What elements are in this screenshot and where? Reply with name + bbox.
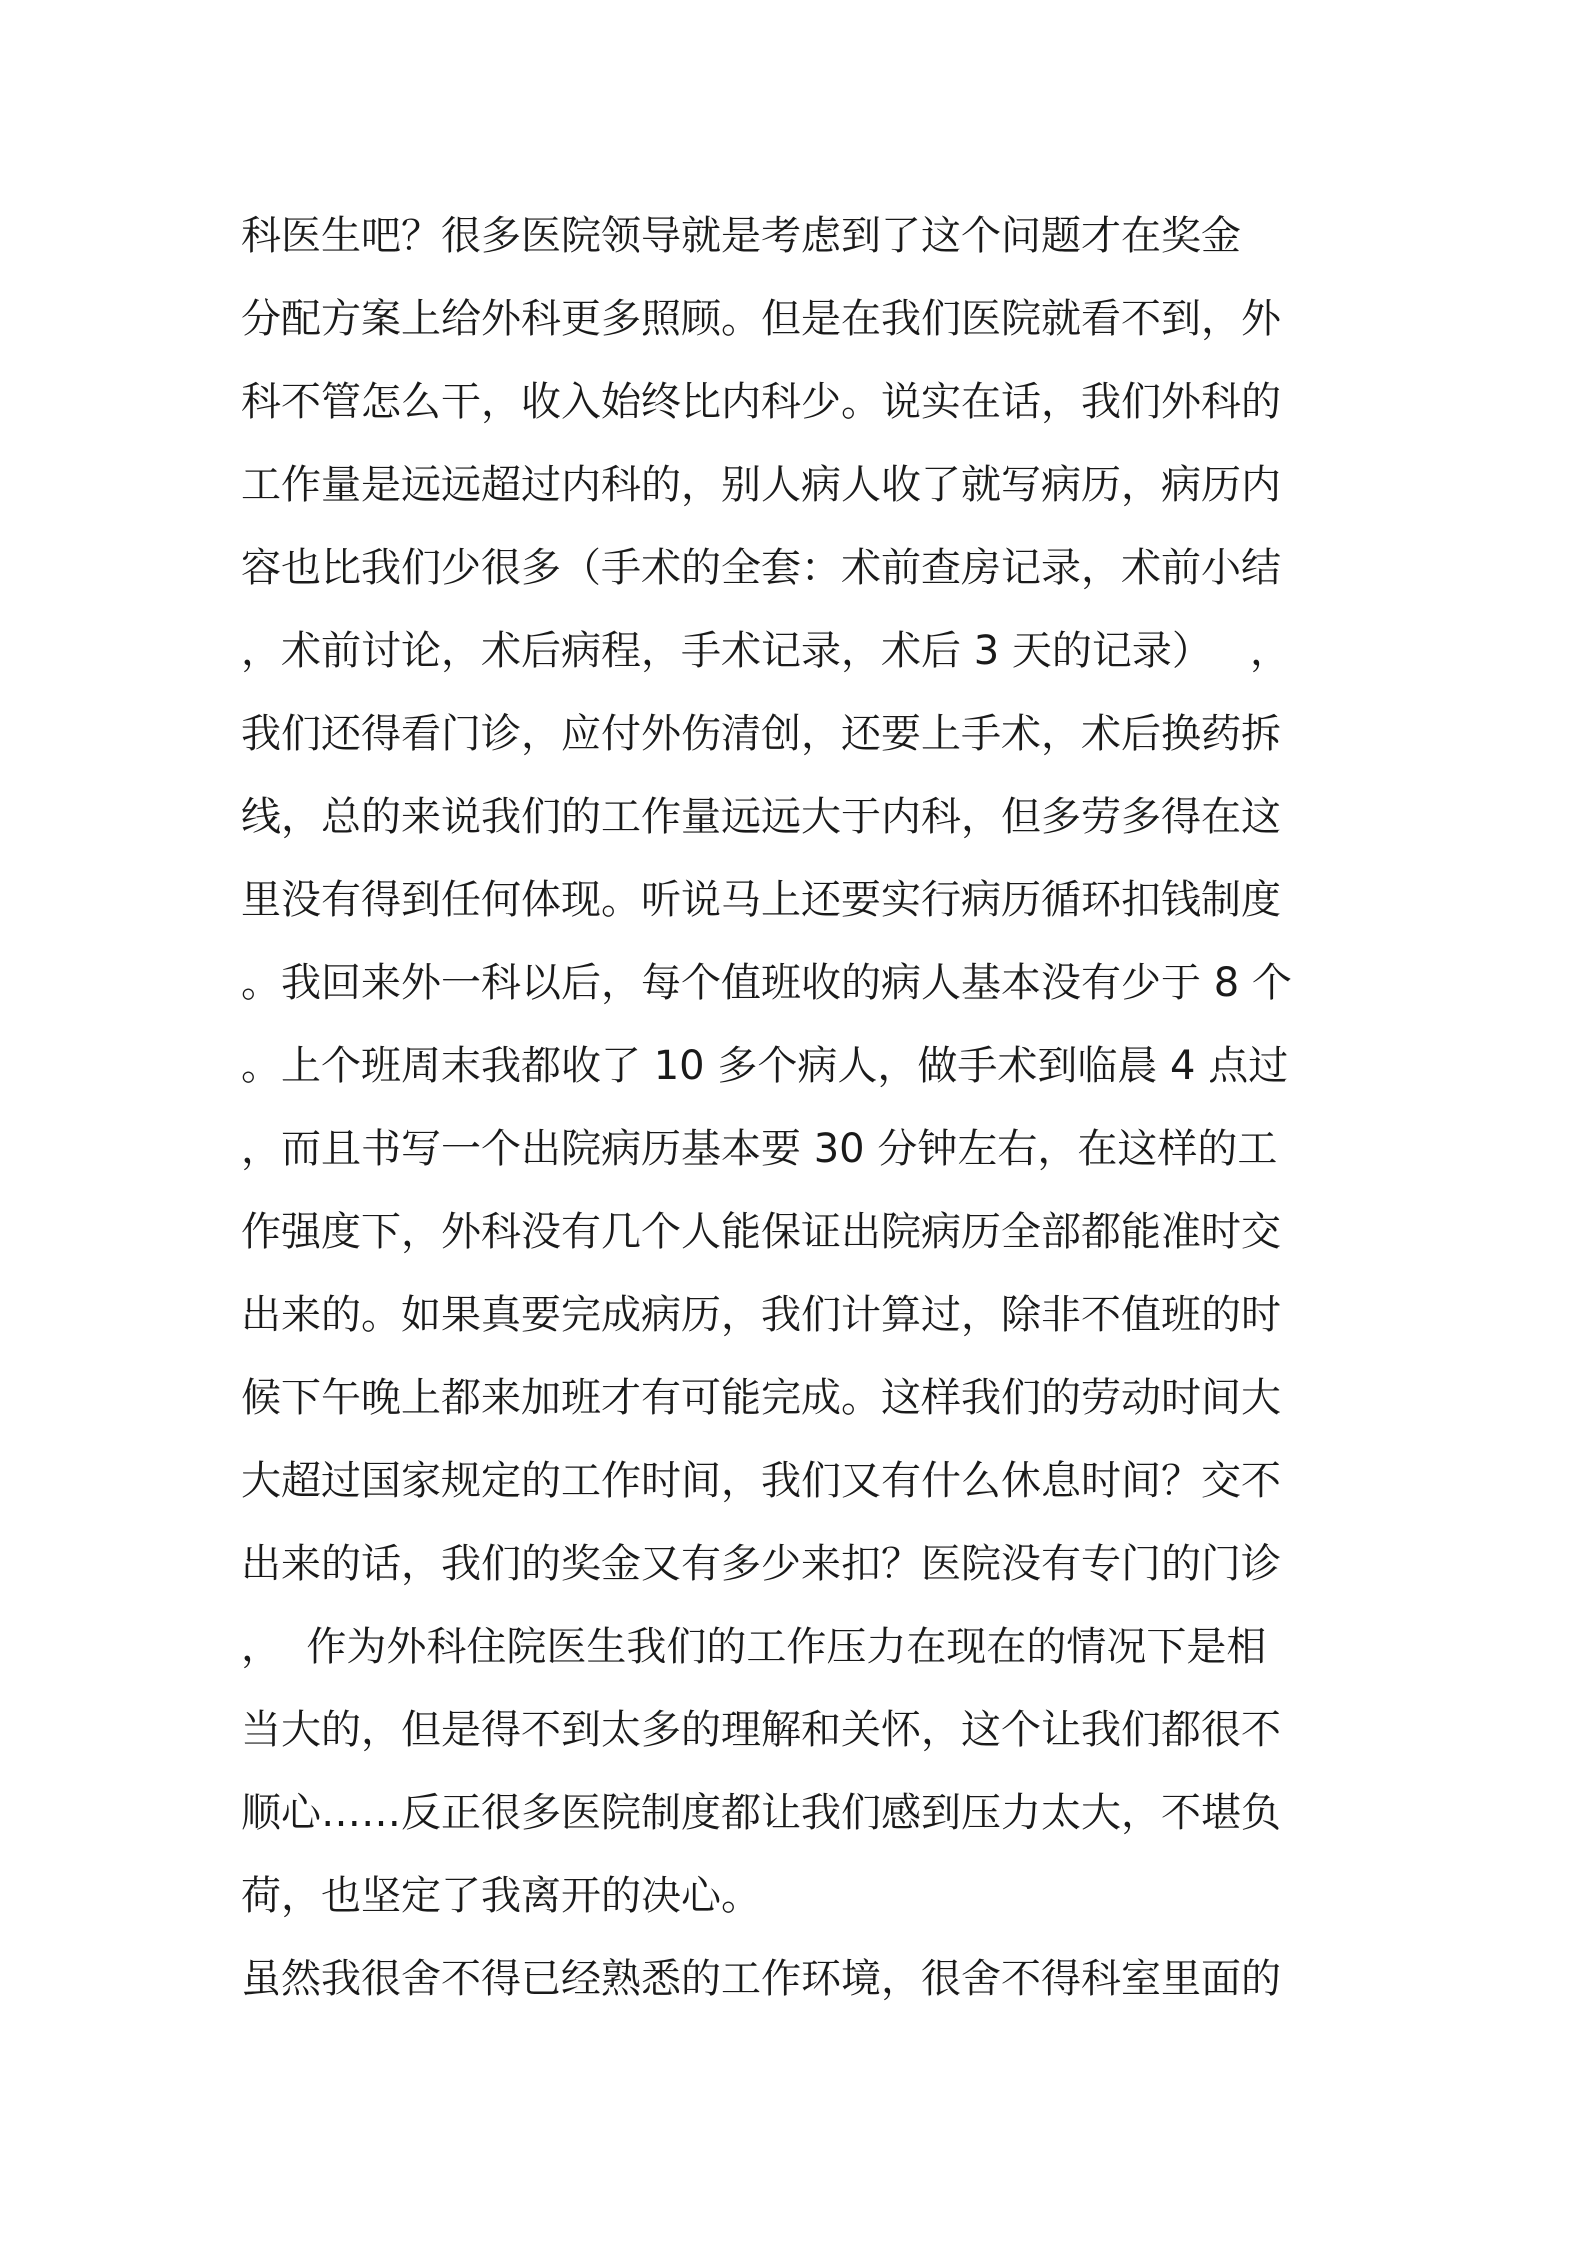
text-line: 。我回来外一科以后，每个值班收的病人基本没有少于 8 个 (241, 960, 1292, 1006)
text-line: 科医生吧？很多医院领导就是考虑到了这个问题才在奖金 (241, 213, 1241, 259)
text-line: 顺心……反正很多医院制度都让我们感到压力太大，不堪负 (241, 1790, 1281, 1836)
text-line: 候下午晚上都来加班才有可能完成。这样我们的劳动时间大 (241, 1375, 1281, 1421)
text-line: 线，总的来说我们的工作量远远大于内科，但多劳多得在这 (241, 794, 1281, 840)
text-line: 荷，也坚定了我离开的决心。 (241, 1873, 761, 1919)
text-line: 分配方案上给外科更多照顾。但是在我们医院就看不到，外 (241, 296, 1281, 342)
text-line: 大超过国家规定的工作时间，我们又有什么休息时间？交不 (241, 1458, 1281, 1504)
text-line: 我们还得看门诊，应付外伤清创，还要上手术，术后换药拆 (241, 711, 1281, 757)
text-line: ，术前讨论，术后病程，手术记录，术后 3 天的记录） ， (241, 628, 1291, 674)
text-line: 出来的话，我们的奖金又有多少来扣？医院没有专门的门诊 (241, 1541, 1281, 1587)
text-line: 虽然我很舍不得已经熟悉的工作环境，很舍不得科室里面的 (241, 1956, 1281, 2002)
body-text (241, 195, 1361, 2021)
text-line: 工作量是远远超过内科的，别人病人收了就写病历，病历内 (241, 462, 1281, 508)
text-line: 作强度下，外科没有几个人能保证出院病历全部都能准时交 (241, 1209, 1281, 1255)
text-line: 里没有得到任何体现。听说马上还要实行病历循环扣钱制度 (241, 877, 1281, 923)
text-line: 。上个班周末我都收了 10 多个病人，做手术到临晨 4 点过 (241, 1043, 1289, 1089)
text-line: ，而且书写一个出院病历基本要 30 分钟左右，在这样的工 (241, 1126, 1278, 1172)
text-line: 容也比我们少很多（手术的全套：术前查房记录，术前小结 (241, 545, 1281, 591)
text-line: 当大的，但是得不到太多的理解和关怀，这个让我们都很不 (241, 1707, 1281, 1753)
text-line: 出来的。如果真要完成病历，我们计算过，除非不值班的时 (241, 1292, 1281, 1338)
text-line: ， 作为外科住院医生我们的工作压力在现在的情况下是相 (241, 1624, 1267, 1670)
text-line: 科不管怎么干，收入始终比内科少。说实在话，我们外科的 (241, 379, 1281, 425)
